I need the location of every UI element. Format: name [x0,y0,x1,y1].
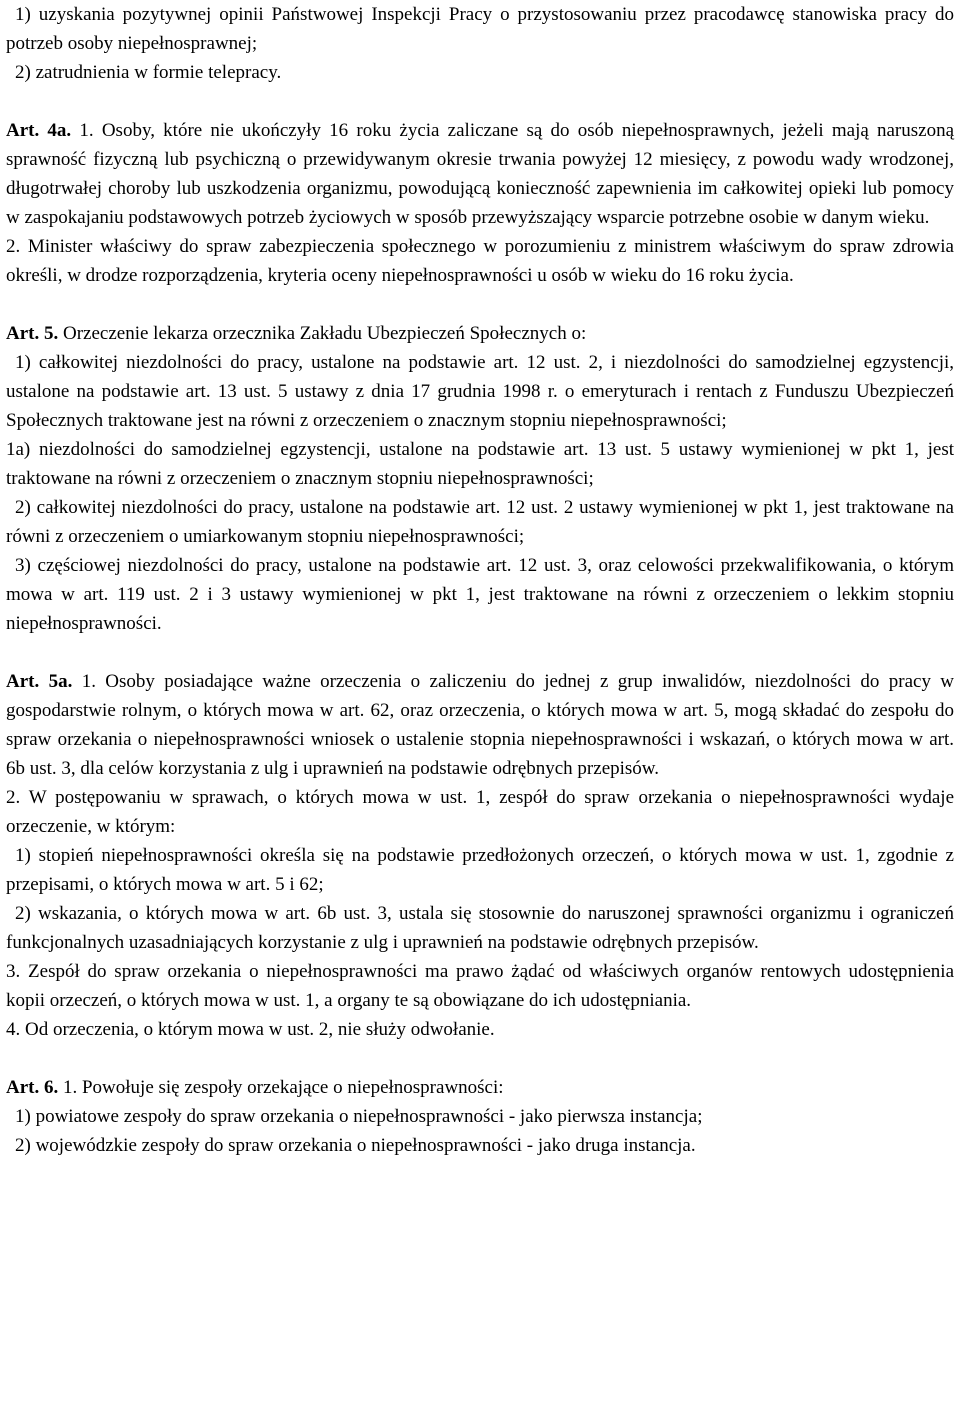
paragraph-text: 1. Osoby posiadające ważne orzeczenia o zaliczeniu do jednej z grup inwalidów, niezdolności do pracy w gospodarstwie rolnym, o których mowa w art. 62, oraz orzeczenia, o których mowa w art. 5, mogą składać do zespołu do spraw orzekania o niepełnosprawności wniosek o ustalenie stopnia niepełnosprawności i wskazań, o których mowa w art. 6b ust. 3, dla celów korzystania z ulg i uprawnień na podstawie odrębnych przepisów. [6,671,955,779]
art-4a-paragraph-2: 2. Minister właściwy do spraw zabezpieczenia społecznego w porozumieniu z ministrem właściwym do spraw zdrowia określi, w drodze rozporządzenia, kryteria oceny niepełnosprawności u osób w wieku do 16 roku życia. [6,236,954,286]
art-5-intro [6,319,954,348]
document-page [6,0,954,1160]
article-label: Art. 6. [6,1077,59,1098]
list-item: 3) częściowej niezdolności do pracy, ustalone na podstawie art. 12 ust. 3, oraz celowości przekwalifikowania, o którym mowa w art. 119 ust. 2 i 3 ustawy wymienionej w pkt 1, jest traktowane na równi z orzeczeniem o lekkim stopniu niepełnosprawności. [6,555,954,634]
paragraph-text: 1. Powołuje się zespoły orzekające o niepełnosprawności: [62,1077,504,1098]
list-item: 2) wskazania, o których mowa w art. 6b ust. 3, ustala się stosownie do naruszonej sprawności organizmu i ograniczeń funkcjonalnych uzasadniających korzystanie z ulg i uprawnień na podstawie odrębnych przepisów. [6,903,954,953]
list-item: 2) wojewódzkie zespoły do spraw orzekania o niepełnosprawności - jako druga instancja. [15,1135,696,1156]
article-label: Art. 5a. [6,671,73,692]
list-item: 2) całkowitej niezdolności do pracy, ustalone na podstawie art. 12 ust. 2 ustawy wymienionej w pkt 1, jest traktowane na równi z orzeczeniem o umiarkowanym stopniu niepełnosprawności; [6,497,954,547]
art-4a-paragraph-1 [6,116,954,232]
paragraph-text: 1. Osoby, które nie ukończyły 16 roku życia zaliczane są do osób niepełnosprawnych, jeżeli mają naruszoną sprawność fizyczną lub psychiczną o przewidywanym okresie trwania powyżej 12 miesięcy, z powodu wady wrodzonej, długotrwałej choroby lub uszkodzenia organizmu, powodującą konieczność zapewnienia im całkowitej opieki lub pomocy w zaspokajaniu podstawowych potrzeb życiowych w sposób przewyższający wsparcie potrzebne osobie w danym wieku. [6,120,955,228]
list-item: 1) uzyskania pozytywnej opinii Państwowej Inspekcji Pracy o przystosowaniu przez pracodawcę stanowiska pracy do potrzeb osoby niepełnosprawnej; [6,4,954,54]
paragraph-text: Orzeczenie lekarza orzecznika Zakładu Ubezpieczeń Społecznych o: [62,323,587,344]
article-label: Art. 5. [6,323,59,344]
art-5a-paragraph-2: 2. W postępowaniu w sprawach, o których mowa w ust. 1, zespół do spraw orzekania o niepełnosprawności wydaje orzeczenie, w którym: [6,787,954,837]
list-item: 1) powiatowe zespoły do spraw orzekania o niepełnosprawności - jako pierwsza instancja; [15,1106,703,1127]
article-label: Art. 4a. [6,120,72,141]
art-5a-paragraph-1 [6,667,954,783]
art-6-paragraph-1 [6,1073,954,1102]
list-item: 2) zatrudnienia w formie telepracy. [15,62,282,83]
art-5a-paragraph-3: 3. Zespół do spraw orzekania o niepełnosprawności ma prawo żądać od właściwych organów rentowych udostępnienia kopii orzeczeń, o których mowa w ust. 1, a organy te są obowiązane do ich udostępniania. [6,961,954,1011]
list-item: 1a) niezdolności do samodzielnej egzystencji, ustalone na podstawie art. 13 ust. 5 ustawy wymienionej w pkt 1, jest traktowane na równi z orzeczeniem o znacznym stopniu niepełnosprawności; [6,439,954,489]
list-item: 1) stopień niepełnosprawności określa się na podstawie przedłożonych orzeczeń, o których mowa w ust. 1, zgodnie z przepisami, o których mowa w art. 5 i 62; [6,845,954,895]
art-5a-paragraph-4: 4. Od orzeczenia, o którym mowa w ust. 2, nie służy odwołanie. [6,1019,495,1040]
list-item: 1) całkowitej niezdolności do pracy, ustalone na podstawie art. 12 ust. 2, i niezdolności do samodzielnej egzystencji, ustalone na podstawie art. 13 ust. 5 ustawy z dnia 17 grudnia 1998 r. o emeryturach i rentach z Funduszu Ubezpieczeń Społecznych traktowane jest na równi z orzeczeniem o znacznym stopniu niepełnosprawności; [6,352,954,431]
